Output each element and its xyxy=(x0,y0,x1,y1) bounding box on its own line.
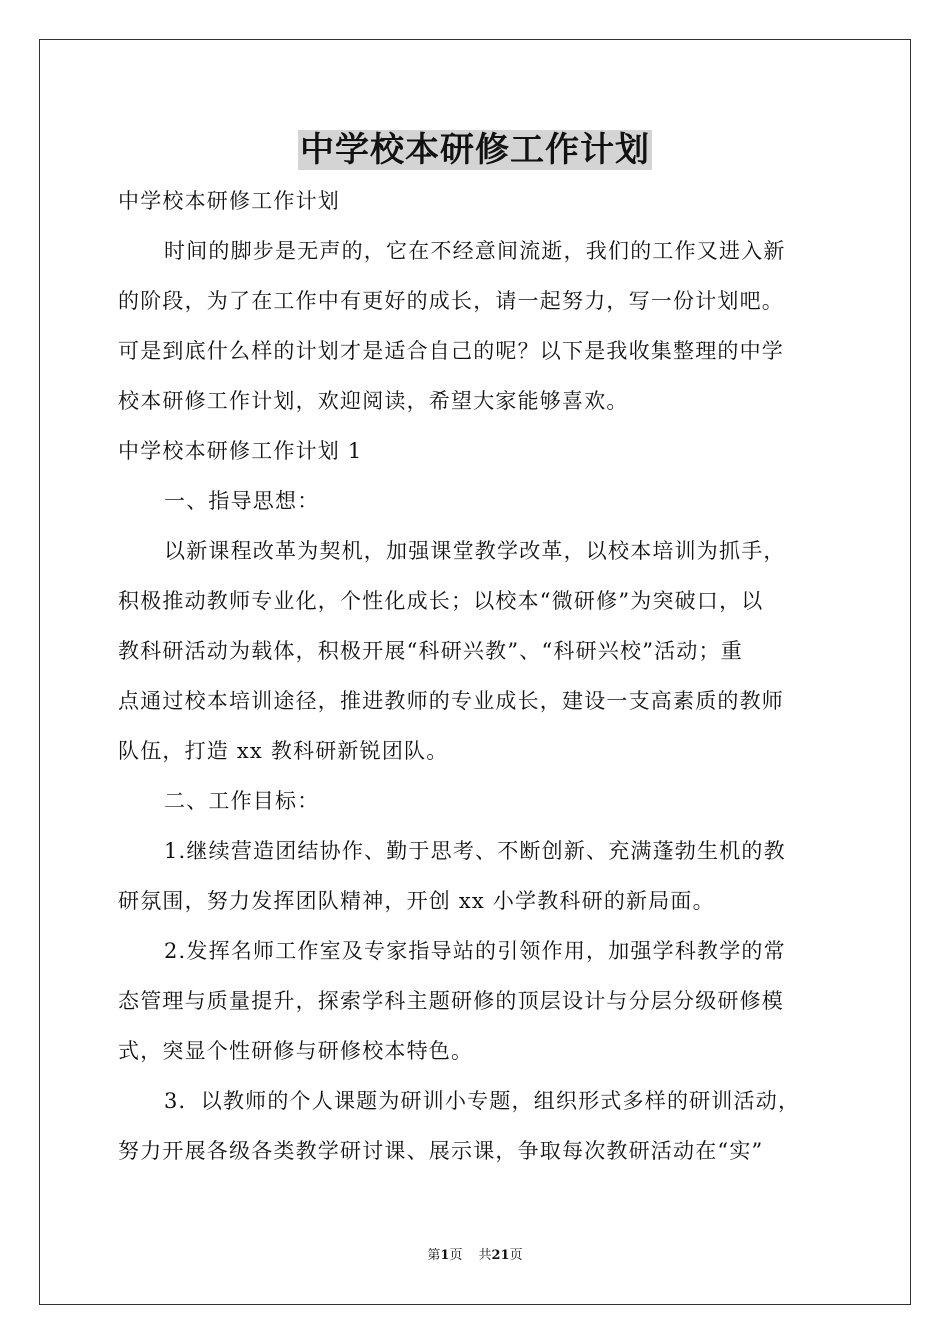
text-line: 校本研修工作计划，欢迎阅读，希望大家能够喜欢。 xyxy=(118,389,629,413)
text-line: 3．以教师的个人课题为研训小专题，组织形式多样的研训活动， xyxy=(164,1089,801,1113)
page-number: 1 xyxy=(440,1248,450,1263)
page-footer xyxy=(0,1247,950,1265)
text-line: 积极推动教师专业化，个性化成长；以校本“微研修”为突破口，以 xyxy=(118,589,764,613)
total-prefix: 共 xyxy=(478,1248,492,1263)
text-line: 态管理与质量提升，探索学科主题研修的顶层设计与分层分级研修模 xyxy=(118,989,784,1013)
text-line: 时间的脚步是无声的，它在不经意间流逝，我们的工作又进入新 xyxy=(164,239,786,263)
text-line: 以新课程改革为契机，加强课堂教学改革，以校本培训为抓手， xyxy=(164,539,786,563)
document-body xyxy=(118,176,834,1176)
text-line: 中学校本研修工作计划 1 xyxy=(118,439,363,463)
text-line: 二、工作目标： xyxy=(164,789,320,813)
text-line: 的阶段，为了在工作中有更好的成长，请一起努力，写一份计划吧。 xyxy=(118,289,784,313)
document-title xyxy=(0,128,950,172)
text-line: 努力开展各级各类教学研讨课、展示课，争取每次教研活动在“实” xyxy=(118,1139,764,1163)
page-prefix: 第 xyxy=(427,1248,441,1263)
text-line: 式，突显个性研修与研修校本特色。 xyxy=(118,1039,474,1063)
text-line: 研氛围，努力发挥团队精神，开创 xx 小学教科研的新局面。 xyxy=(118,889,715,913)
document-title-text: 中学校本研修工作计划 xyxy=(300,130,650,170)
total-suffix: 页 xyxy=(509,1248,523,1263)
text-line: 队伍，打造 xx 教科研新锐团队。 xyxy=(118,739,449,763)
page-suffix: 页 xyxy=(449,1248,463,1263)
text-line: 点通过校本培训途径，推进教师的专业成长，建设一支高素质的教师 xyxy=(118,689,784,713)
total-pages: 21 xyxy=(491,1248,510,1263)
text-line: 教科研活动为载体，积极开展“科研兴教”、“科研兴校”活动；重 xyxy=(118,639,743,663)
text-line: 2.发挥名师工作室及专家指导站的引领作用，加强学科教学的常 xyxy=(164,939,786,963)
text-line: 一、指导思想： xyxy=(164,489,320,513)
text-line: 1.继续营造团结协作、勤于思考、不断创新、充满蓬勃生机的教 xyxy=(164,839,786,863)
text-line: 可是到底什么样的计划才是适合自己的呢？以下是我收集整理的中学 xyxy=(118,339,784,363)
text-line: 中学校本研修工作计划 xyxy=(118,189,340,213)
